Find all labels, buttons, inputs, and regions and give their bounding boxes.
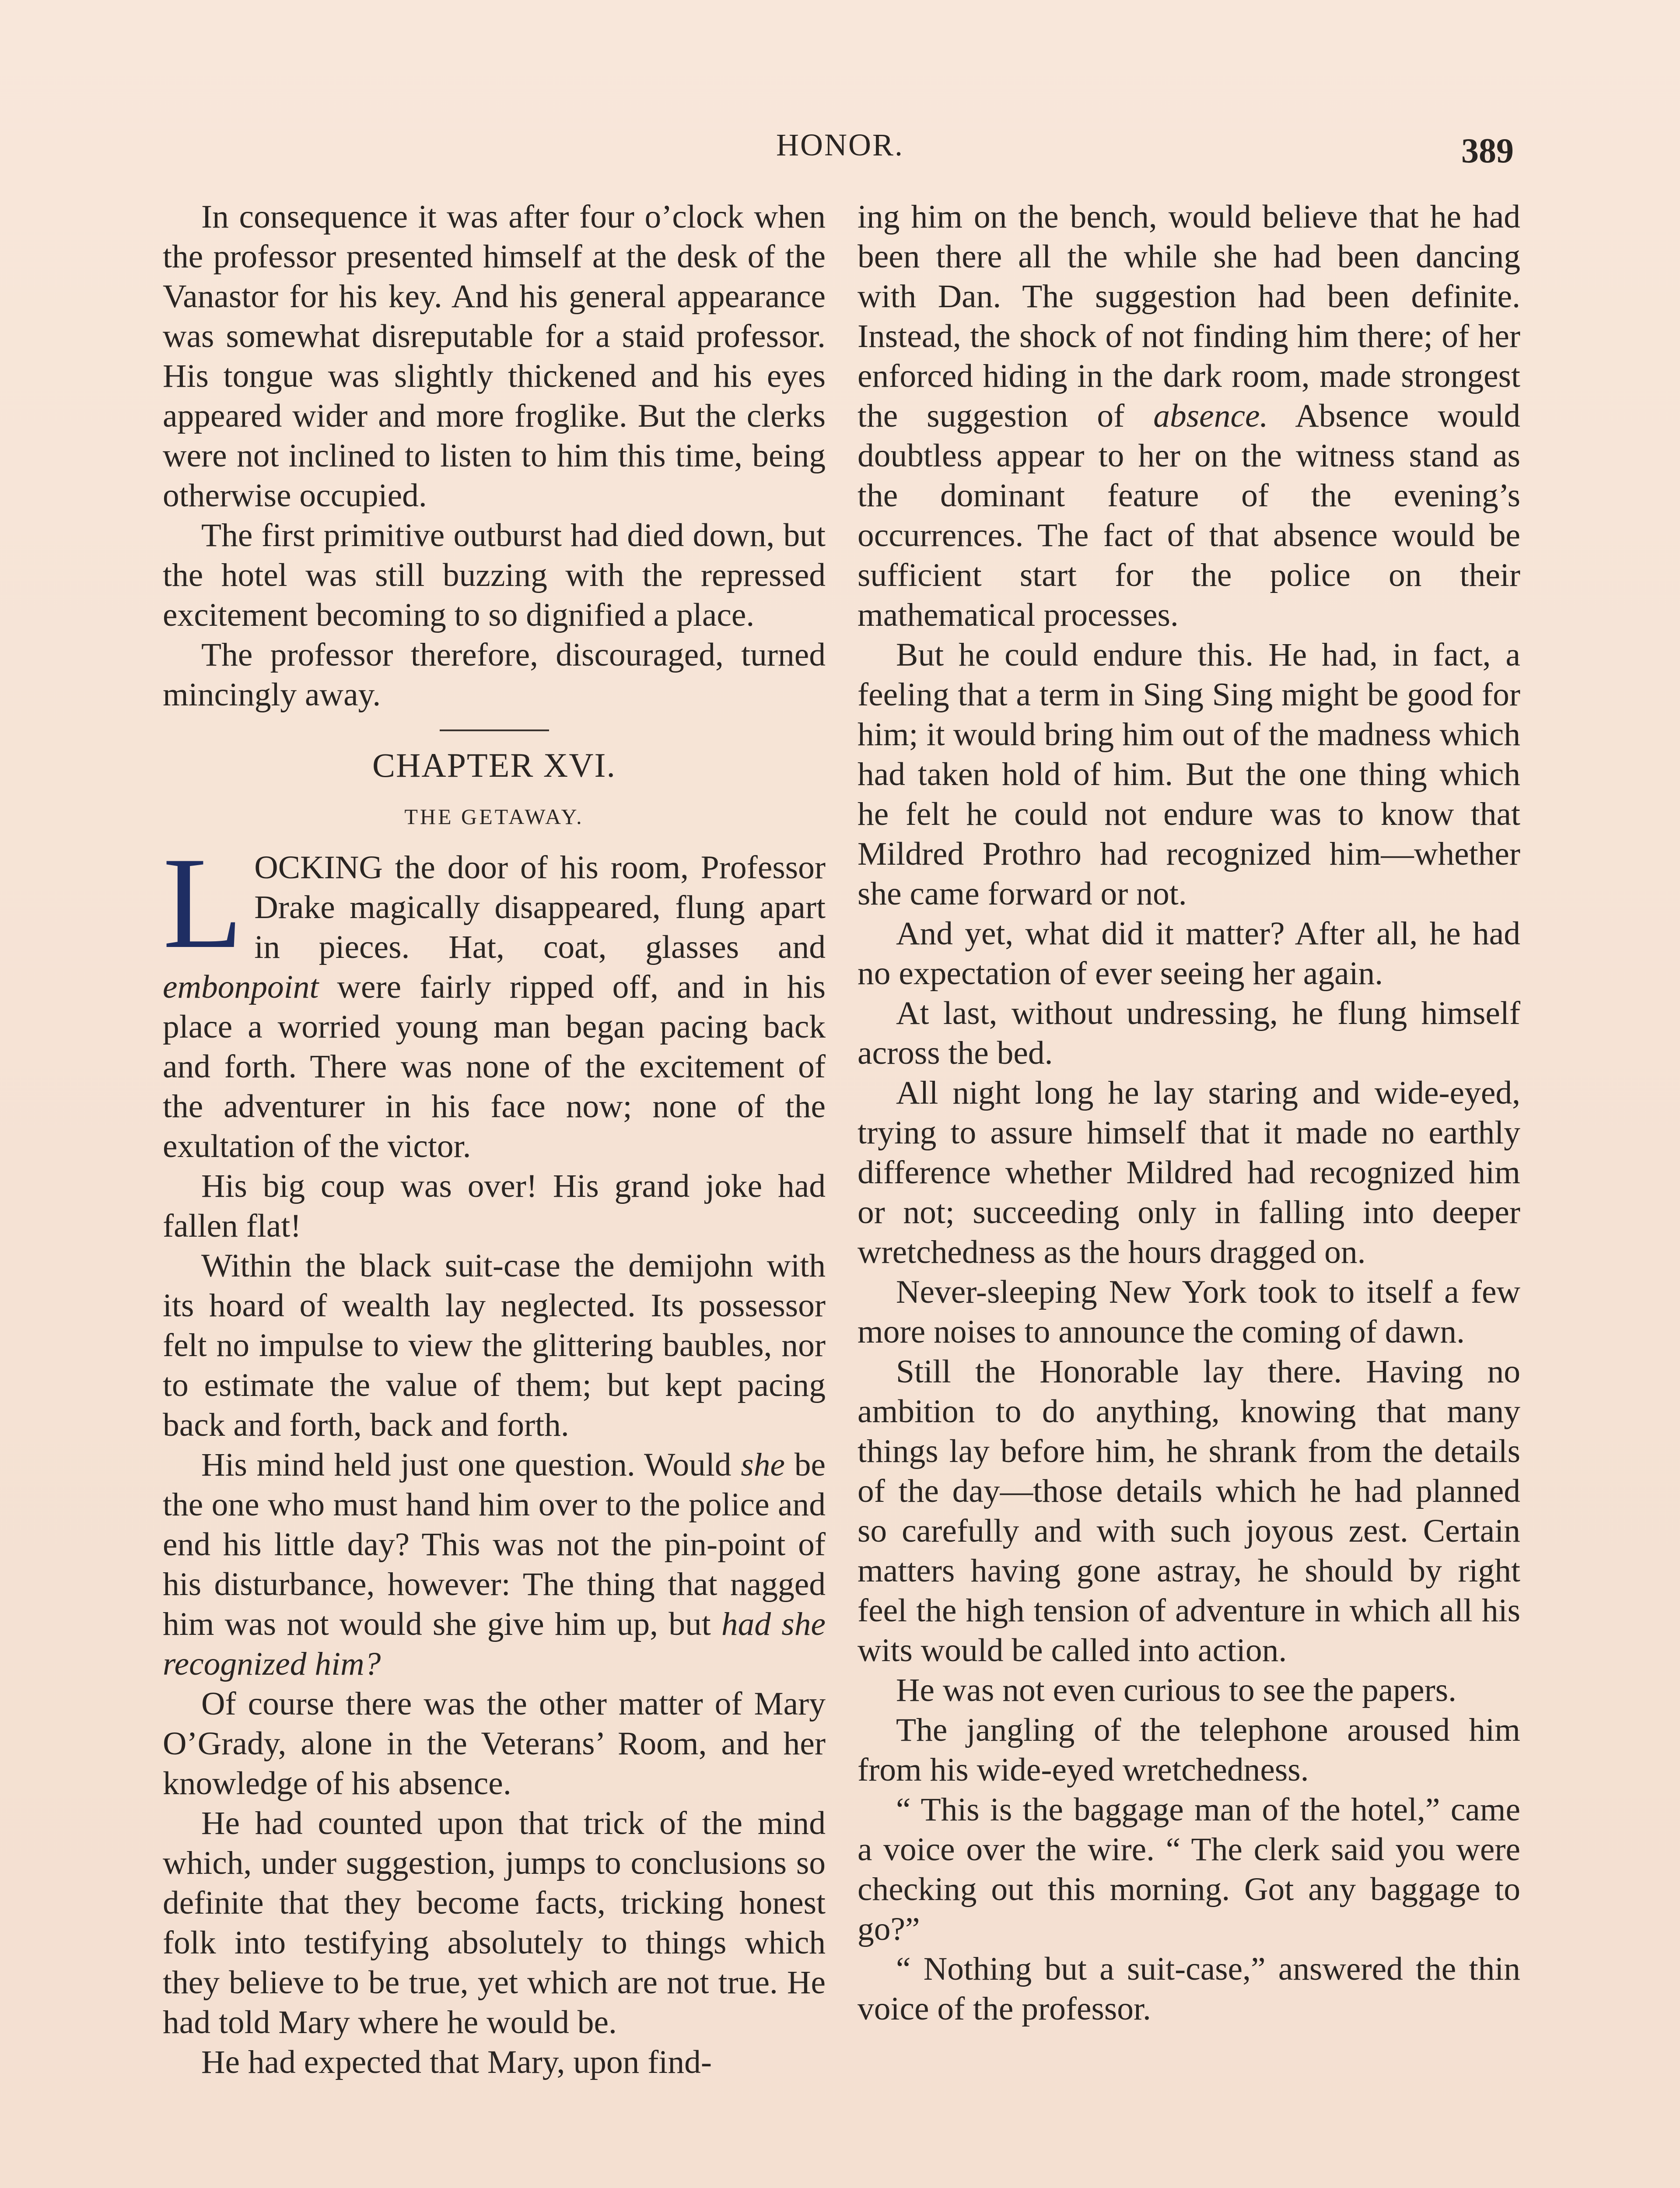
paragraph-text: be the one who must hand him over to the police and end his little day? This was not the pin-point of his disturbance, however: The thing that nagged him was not would she give him up, but <box>163 1447 826 1642</box>
left-column <box>163 197 826 2082</box>
paragraph: Of course there was the other matter of Mary O’Grady, alone in the Veterans’ Room, and her knowledge of his absence. <box>163 1686 826 1802</box>
paragraph <box>858 197 1520 635</box>
paragraph: “ This is the baggage man of the hotel,” came a voice over the wire. “ The clerk said you were checking out this morning. Got any baggage to go?” <box>858 1792 1520 1947</box>
drop-cap: L <box>163 830 243 975</box>
chapter-divider <box>440 729 549 731</box>
paragraph: He was not even curious to see the papers. <box>896 1672 1456 1708</box>
paragraph: In consequence it was after four o’clock when the professor presented himself at the desk of the Vanastor for his key. And his general appearance was somewhat disreputable for a staid professor. His tongue was slightly thickened and his eyes appeared wider and more froglike. But the clerks were not inclined to listen to him this time, being otherwise occupied. <box>163 199 826 514</box>
paragraph: At last, without undressing, he flung himself across the bed. <box>858 995 1520 1071</box>
paragraph-text: were fairly ripped off, and in his place a worried young man began pacing back and forth. There was none of the excitement of the adventurer in his face now; none of the exultation of the victor. <box>163 969 826 1164</box>
chapter-title: CHAPTER XVI. <box>372 746 616 784</box>
emphasis-text: embonpoint <box>163 969 319 1005</box>
emphasis-text: she <box>741 1447 785 1483</box>
opening-paragraph <box>163 830 826 1166</box>
chapter-subtitle: THE GETAWAY. <box>404 804 584 829</box>
paragraph: The first primitive outburst had died down, but the hotel was still buzzing with the repressed excitement becoming to so dignified a place. <box>163 517 826 633</box>
paragraph: He had counted upon that trick of the mind which, under suggestion, jumps to conclusions so definite that they become facts, tricking honest folk into testifying absolutely to things which they believe to be true, yet which are not true. He had told Mary where he would be. <box>163 1805 826 2041</box>
paragraph-text: His mind held just one question. Would <box>201 1447 741 1483</box>
paragraph-text: OCKING the door of his room, Professor Drake magically disappeared, flung apart in pieces. Hat, coat, glasses and <box>254 849 826 965</box>
paragraph: Within the black suit-case the demijohn with its hoard of wealth lay neglected. Its possessor felt no impulse to view the glittering baubles, nor to estimate the value of them; but kept pacing back and forth, back and forth. <box>163 1248 826 1443</box>
page-number: 389 <box>1461 132 1514 170</box>
right-column <box>858 197 1520 2029</box>
paragraph: He had expected that Mary, upon find- <box>201 2044 712 2080</box>
running-title: HONOR. <box>776 127 904 162</box>
paragraph: Never-sleeping New York took to itself a few more noises to announce the coming of dawn. <box>858 1274 1520 1350</box>
paragraph: His big coup was over! His grand joke had fallen flat! <box>163 1168 826 1244</box>
paragraph: All night long he lay staring and wide-eyed, trying to assure himself that it made no earthly difference whether Mildred had recognized him or not; succeeding only in falling into deeper wretchedness as the hours dragged on. <box>858 1075 1520 1270</box>
paragraph: And yet, what did it matter? After all, he had no expectation of ever seeing her again. <box>858 915 1520 992</box>
paragraph: Still the Honorable lay there. Having no ambition to do anything, knowing that many things lay before him, he shrank from the details of the day—those details which he had planned so carefully and with such joyous zest. Certain matters having gone astray, he should by right feel the high tension of adventure in which all his wits would be called into action. <box>858 1353 1520 1669</box>
paragraph: “ Nothing but a suit-case,” answered the thin voice of the professor. <box>858 1951 1520 2027</box>
paragraph: But he could endure this. He had, in fact, a feeling that a term in Sing Sing might be good for him; it would bring him out of the madness which had taken hold of him. But the one thing which he felt he could not endure was to know that Mildred Prothro had recognized him—whether she came forward or not. <box>858 637 1520 912</box>
paragraph: The jangling of the telephone aroused him from his wide-eyed wretchedness. <box>858 1712 1520 1788</box>
paragraph-text: ing him on the bench, would believe that he had been there all the while she had been dancing with Dan. The suggestion had been definite. Instead, the shock of not finding him there; of her enforced hiding in the dark room, made strongest the suggestion of <box>858 199 1520 434</box>
paragraph: The professor therefore, discouraged, turned mincingly away. <box>163 637 826 713</box>
emphasis-text: absence. <box>1153 398 1268 434</box>
paragraph-text: Absence would doubtless appear to her on the witness stand as the dominant feature of the evening’s occurrences. The fact of that absence would be sufficient start for the police on their mathematical processes. <box>858 398 1520 633</box>
emphasis-text: had she recognized him? <box>163 1606 826 1682</box>
paragraph <box>163 1445 826 1684</box>
